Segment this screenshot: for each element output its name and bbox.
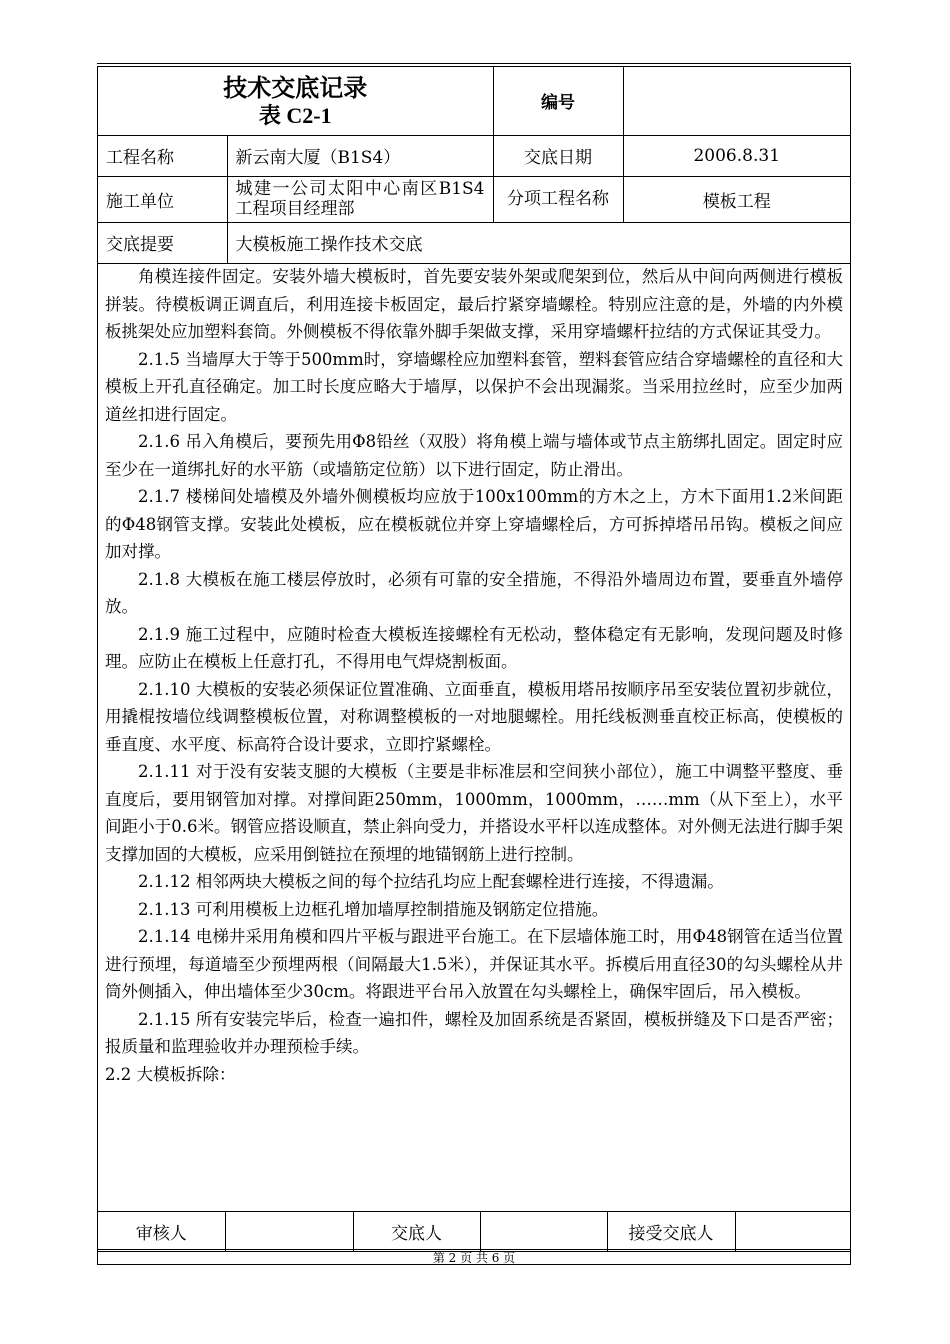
form-title-cell xyxy=(98,67,493,135)
paragraph: 角模连接件固定。安装外墙大模板时，首先要安装外架或爬架到位，然后从中间向两侧进行模板拼装。待模板调正调直后，利用连接卡板固定，最后拧紧穿墙螺栓。特别应注意的是，外墙的内外模板挑架处应加塑料套筒。外侧模板不得依靠外脚手架做支撑，采用穿墙螺杆拉结的方式保证其受力。 xyxy=(105,267,843,341)
section-heading: 2.2 大模板拆除： xyxy=(105,1064,236,1084)
receiver-signature xyxy=(735,1212,850,1252)
signature-table xyxy=(98,1211,850,1252)
subproject-label: 分项工程名称 xyxy=(493,176,623,222)
date-value: 2006.8.31 xyxy=(623,135,850,176)
date-label: 交底日期 xyxy=(493,135,623,176)
paragraph: 2.1.10 大模板的安装必须保证位置准确、立面垂直，模板用塔吊按顺序吊至安装位置初步就位，用撬棍按墙位线调整模板位置，对称调整模板的一对地腿螺栓。用托线板测垂直校正标高，使模板的垂直度、水平度、标高符合设计要求，立即拧紧螺栓。 xyxy=(105,679,843,754)
number-value xyxy=(623,67,850,135)
page-footer: 第 2 页 共 6 页 xyxy=(98,1249,850,1266)
project-name-value: 新云南大厦（B1S4） xyxy=(227,135,493,176)
unit-label: 施工单位 xyxy=(98,176,227,222)
project-name-label: 工程名称 xyxy=(98,135,227,176)
paragraph: 2.1.14 电梯井采用角模和四片平板与跟进平台施工。在下层墙体施工时，用Φ48钢管在适当位置进行预埋，每道墙至少预埋两根（间隔最大1.5米），并保证其水平。拆模后用直径30的勾头螺栓从井筒外侧插入，伸出墙体至少30cm。将跟进平台吊入放置在勾头螺栓上，确保牢固后，吊入模板。 xyxy=(105,927,843,1001)
unit-value: 城建一公司太阳中心南区B1S4工程项目经理部 xyxy=(227,176,493,222)
form-number: 表 C2-1 xyxy=(258,102,332,128)
summary-label: 交底提要 xyxy=(98,222,227,263)
paragraph: 2.1.13 可利用模板上边框孔增加墙厚控制措施及钢筋定位措施。 xyxy=(138,899,609,919)
paragraph: 2.1.5 当墙厚大于等于500mm时，穿墙螺栓应加塑料套管，塑料套管应结合穿墙螺栓的直径和大模板上开孔直径确定。加工时长度应略大于墙厚，以保护不会出现漏浆。当采用拉丝时，应至少加两道丝扣进行固定。 xyxy=(105,349,843,424)
paragraph: 2.1.8 大模板在施工楼层停放时，必须有可靠的安全措施，不得沿外墙周边布置，要垂直外墙停放。 xyxy=(105,569,843,616)
receiver-label: 接受交底人 xyxy=(607,1212,735,1252)
paragraph: 2.1.11 对于没有安装支腿的大模板（主要是非标准层和空间狭小部位），施工中调整平整度、垂直度后，要用钢管加对撑。对撑间距250mm，1000mm，1000mm，……mm（从下至上），水平间距小于0.6米。钢管应搭设顺直，禁止斜向受力，并搭设水平杆以连成整体。对外侧无法进行脚手架支撑加固的大模板，应采用倒链拉在预埋的地锚钢筋上进行控制。 xyxy=(105,762,843,864)
paragraph: 2.1.12 相邻两块大模板之间的每个拉结孔均应上配套螺栓进行连接，不得遗漏。 xyxy=(138,872,724,891)
disclosure-body xyxy=(98,263,850,1088)
discloser-label: 交底人 xyxy=(353,1212,480,1252)
paragraph: 2.1.7 楼梯间处墙模及外墙外侧模板均应放于100x100mm的方木之上，方木下面用1.2米间距的Φ48钢管支撑。安装此处模板，应在模板就位并穿上穿墙螺栓后，方可拆掉塔吊吊钩。模板之间应加对撑。 xyxy=(105,487,843,561)
paragraph: 2.1.6 吊入角模后，要预先用Φ8铅丝（双股）将角模上端与墙体或节点主筋绑扎固定。固定时应至少在一道绑扎好的水平筋（或墙筋定位筋）以下进行固定，防止滑出。 xyxy=(105,432,843,479)
top-rule xyxy=(97,63,851,64)
reviewer-signature xyxy=(225,1212,353,1252)
disclosure-form xyxy=(97,66,851,1265)
paragraph: 2.1.9 施工过程中，应随时检查大模板连接螺栓有无松动，整体稳定有无影响，发现问题及时修理。应防止在模板上任意打孔，不得用电气焊烧割板面。 xyxy=(105,624,843,671)
subproject-value: 模板工程 xyxy=(623,176,850,222)
form-header-table xyxy=(98,67,850,264)
number-label: 编号 xyxy=(493,67,623,135)
paragraph: 2.1.15 所有安装完毕后，检查一遍扣件，螺栓及加固系统是否紧固，模板拼缝及下口是否严密；报质量和监理验收并办理预检手续。 xyxy=(105,1009,843,1056)
form-title: 技术交底记录 xyxy=(223,73,368,102)
reviewer-label: 审核人 xyxy=(98,1212,225,1252)
summary-value: 大模板施工操作技术交底 xyxy=(227,222,850,263)
discloser-signature xyxy=(480,1212,607,1252)
